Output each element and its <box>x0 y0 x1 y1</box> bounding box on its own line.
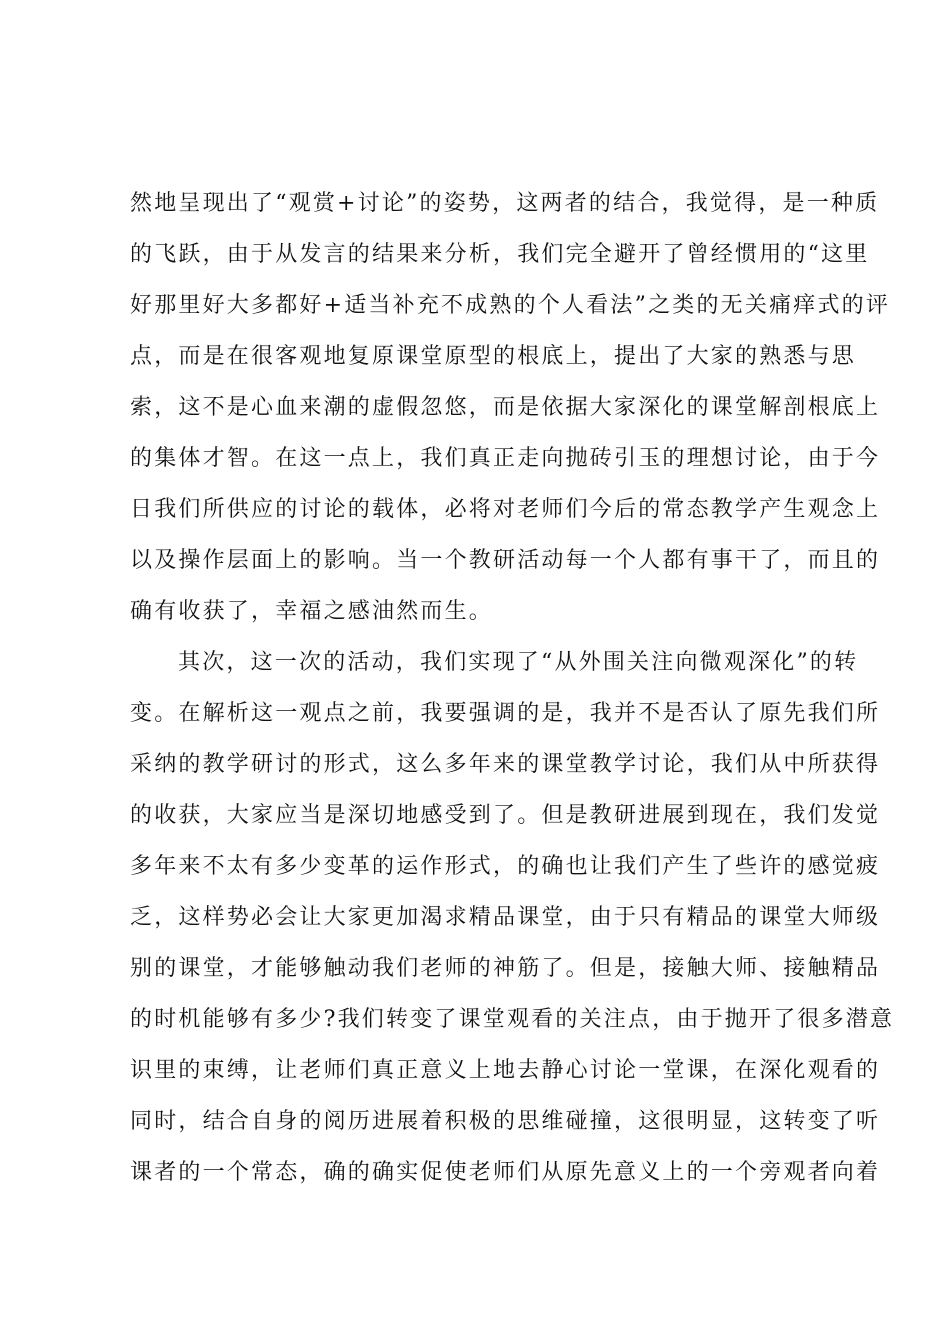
paragraph-2-line-8: 的时机能够有多少?我们转变了课堂观看的关注点，由于抛开了很多潜意 <box>130 1007 895 1032</box>
paragraph-2-line-9: 识里的束缚，让老师们真正意义上地去静心讨论一堂课，在深化观看的 <box>130 1058 881 1083</box>
paragraph-1-line-9: 确有收获了，幸福之感油然而生。 <box>130 599 494 624</box>
paragraph-2-line-5: 多年来不太有多少变革的运作形式，的确也让我们产生了些许的感觉疲 <box>130 854 881 879</box>
paragraph-2-line-10: 同时，结合自身的阅历进展着积极的思维碰撞，这很明显，这转变了听 <box>130 1109 881 1134</box>
paragraph-1-line-2: 的飞跃，由于从发言的结果来分析，我们完全避开了曾经惯用的“这里 <box>130 242 870 267</box>
paragraph-1-line-3: 好那里好大多都好+适当补充不成熟的个人看法”之类的无关痛痒式的评 <box>130 293 891 318</box>
paragraph-2-line-6: 乏，这样势必会让大家更加渴求精品课堂，由于只有精品的课堂大师级 <box>130 905 881 930</box>
paragraph-2-line-7: 别的课堂，才能够触动我们老师的神筋了。但是，接触大师、接触精品 <box>130 956 881 981</box>
paragraph-1-line-5: 索，这不是心血来潮的虚假忽悠，而是依据大家深化的课堂解剖根底上 <box>130 395 881 420</box>
paragraph-1-line-1: 然地呈现出了“观赏+讨论”的姿势，这两者的结合，我觉得，是一种质 <box>130 191 880 216</box>
paragraph-2-line-3: 采纳的教学研讨的形式，这么多年来的课堂教学讨论，我们从中所获得 <box>130 752 881 777</box>
paragraph-2-line-1: 其次，这一次的活动，我们实现了“从外围关注向微观深化”的转 <box>178 650 859 675</box>
paragraph-2-line-11: 课者的一个常态，确的确实促使老师们从原先意义上的一个旁观者向着 <box>130 1160 881 1185</box>
paragraph-1-line-4: 点，而是在很客观地复原课堂原型的根底上，提出了大家的熟悉与思 <box>130 344 857 369</box>
paragraph-2-line-4: 的收获，大家应当是深切地感受到了。但是教研进展到现在，我们发觉 <box>130 803 881 828</box>
paragraph-1-line-7: 日我们所供应的讨论的载体，必将对老师们今后的常态教学产生观念上 <box>130 497 881 522</box>
paragraph-1-line-6: 的集体才智。在这一点上，我们真正走向抛砖引玉的理想讨论，由于今 <box>130 446 881 471</box>
paragraph-2-line-2: 变。在解析这一观点之前，我要强调的是，我并不是否认了原先我们所 <box>130 701 881 726</box>
paragraph-1-line-8: 以及操作层面上的影响。当一个教研活动每一个人都有事干了，而且的 <box>130 548 881 573</box>
